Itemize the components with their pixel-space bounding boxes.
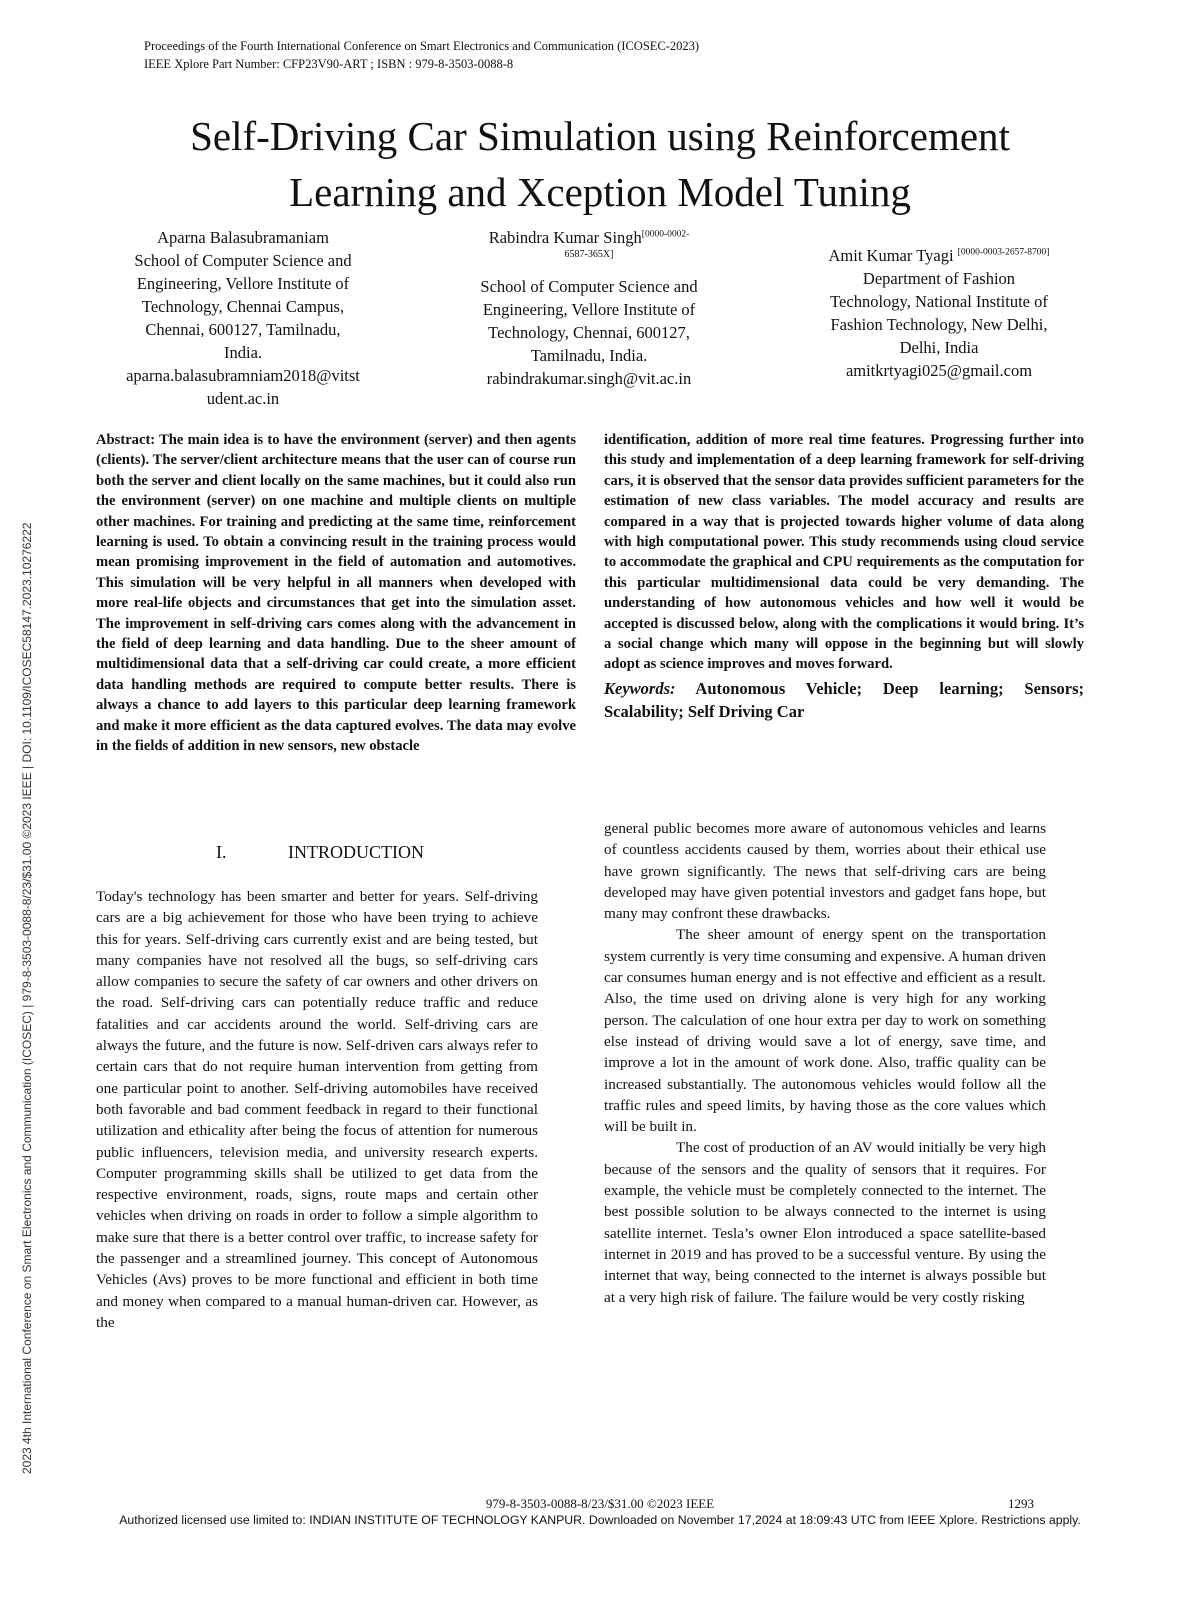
isbn-header: IEEE Xplore Part Number: CFP23V90-ART ; ISBN : 979-8-3503-0088-8: [144, 57, 514, 71]
author-email: rabindrakumar.singh@vit.ac.in: [486, 369, 692, 388]
doi-sidebar: 2023 4th International Conference on Smart Electronics and Communication (ICOSEC) | 979-8-3503-0088-8/23/$31.00 ©2023 IEEE | DOI: 10.1109/ICOSEC58147.2023.10276222: [20, 522, 34, 1474]
author-affiliation-line: Technology, Chennai, 600127,: [488, 323, 690, 342]
author-affiliation-line: Delhi, India: [899, 338, 979, 357]
author-affiliation-line: Technology, Chennai Campus,: [141, 297, 345, 316]
author-email: aparna.balasubramniam2018@vitst: [126, 366, 360, 385]
section-title: INTRODUCTION: [288, 842, 424, 862]
author-affiliation-line: India.: [223, 343, 263, 362]
abstract-continuation: identification, addition of more real time features. Progressing further into this study and implementation of a deep learning framework for self-driving cars, it is observed that the sensor data provides sufficient parameters for the estimation of new class variables. The model accuracy and results are compared in a way that is projected towards higher volume of data along with high computational power. This study recommends using cloud service to accommodate the graphical and CPU requirements as the computation for this particular multidimensional data could be very demanding. The understanding of how autonomous vehicles and how well it would be accepted is discussed below, along with the complications it would bring. It’s a social change which many will oppose in the beginning but will slowly adopt as science improves and moves forward.: [604, 432, 1084, 673]
page-number: 1293: [1008, 1496, 1034, 1511]
author-orcid: [0000-0002-: [641, 229, 690, 240]
title-line-2: Learning and Xception Model Tuning: [289, 169, 911, 215]
author-name-row: [784, 244, 1094, 267]
author-orcid: 6587-365X]: [564, 249, 614, 260]
paragraph: Today's technology has been smarter and better for years. Self-driving cars are a big achievement for those who have been trying to achieve this for years. Self-driving cars currently exist and are being tested, but many companies have not resolved all the bugs, so self-driving cars allow companies to secure the safety of car owners and other drivers on the road. Self-driving cars can potentially reduce traffic and reduce fatalities and car accidents around the world. Self-driving cars are always the future, and the future is now. Self-driven cars always refer to certain cars that do not require human intervention from getting from one particular point to another. Self-driving automobiles have received both favorable and bad comment feedback in regard to their functional utilization and ethicality after being the focus of attention for numerous public influencers, television media, and university research experts. Computer programming skills shall be utilized to get data from the respective environment, roads, signs, route maps and certain other vehicles when driving on roads in order to follow a simple algorithm to make sure that there is a better control over traffic, to increase safety for the passenger and a streamlined journey. This concept of Autonomous Vehicles (Avs) proves to be more functional and efficient in both time and money when compared to a manual human-driven car. However, as the: [96, 888, 538, 1331]
author-affiliation-line: Department of Fashion: [862, 269, 1016, 288]
body-left-column: [96, 886, 538, 1333]
author-email: amitkrtyagi025@gmail.com: [845, 361, 1033, 380]
paper-title: [60, 108, 1140, 220]
paragraph: general public becomes more aware of autonomous vehicles and learns of countless accidents caused by them, worries about their ethical use have grown significantly. The news that self-driving cars are being developed may have given potential investors and gadget fans hope, but many may confront these drawbacks.: [604, 820, 1046, 923]
abstract-left: Abstract: The main idea is to have the environment (server) and then agents (clients). The server/client architecture means that the user can of course run both the server and client locally on the same machines, but it could also run the environment (server) on one machine and multiple clients on multiple other machines. For training and predicting at the same time, reinforcement learning is used. To obtain a convincing result in the training process would mean promising improvement in the field of automation and automotives. This simulation will be very helpful in all manners when developed with more real-life objects and circumstances that get into the simulation asset. The improvement in self-driving cars comes along with the advancement in the field of deep learning and data handling. Due to the sheer amount of multidimensional data that a self-driving car could create, a more efficient data handling methods are required to compute better results. There is always a chance to add layers to this particular deep learning framework and make it more efficient as the data captured evolves. The data may evolve in the fields of addition in new sensors, new obstacle: [96, 432, 576, 755]
keywords-label: Keywords:: [604, 678, 676, 698]
conference-header: Proceedings of the Fourth International Conference on Smart Electronics and Communication (ICOSEC-2023): [144, 39, 700, 53]
author-affiliation-line: Fashion Technology, New Delhi,: [830, 315, 1048, 334]
author-affiliation-line: School of Computer Science and: [480, 277, 698, 296]
abstract-right: [604, 430, 1084, 723]
copyright-footer: 979-8-3503-0088-8/23/$31.00 ©2023 IEEE: [485, 1496, 715, 1511]
keywords-text: Autonomous Vehicle; Deep learning; Sensors; Scalability; Self Driving Car: [604, 678, 1084, 721]
author-affiliation-line: School of Computer Science and: [134, 251, 352, 270]
section-number: I.: [216, 842, 227, 862]
paragraph: The sheer amount of energy spent on the transportation system currently is very time consuming and expensive. A human driven car consumes human energy and is not effective and efficient as a result. Also, the time used on driving alone is very high for any working person. The calculation of one hour extra per day to work on something else instead of driving would save a lot of energy, save time, and improve a lot in the amount of work done. Also, traffic quality can be increased substantially. The autonomous vehicles would follow all the traffic rules and speed limits, by having those as the core values which will be built in.: [604, 926, 1046, 1136]
author-name: Aparna Balasubramaniam: [157, 228, 329, 247]
author-affiliation-line: Chennai, 600127, Tamilnadu,: [145, 320, 341, 339]
body-right-column: [604, 818, 1046, 1308]
keywords: [604, 677, 1084, 723]
paragraph: The cost of production of an AV would initially be very high because of the sensors and the quality of sensors that it requires. For example, the vehicle must be completely connected to the internet. The best possible solution to be always connected to the internet is using satellite internet. Tesla’s owner Elon introduced a space satellite-based internet in 2019 and has proved to be a successful venture. By using the internet that way, being connected to the internet is always possible but at a very high risk of failure. The failure would be very costly risking: [604, 1139, 1046, 1306]
author-affiliation-line: Engineering, Vellore Institute of: [136, 274, 350, 293]
author-block-2: [434, 226, 744, 390]
title-line-1: Self-Driving Car Simulation using Reinforcement: [190, 113, 1010, 159]
author-affiliation-line: Technology, National Institute of: [830, 292, 1048, 311]
author-block-1: [88, 226, 398, 410]
author-orcid: [0000-0003-2657-8700]: [957, 247, 1050, 258]
author-affiliation-line: Tamilnadu, India.: [530, 346, 648, 365]
author-name: Amit Kumar Tyagi: [828, 246, 954, 265]
author-block-3: [784, 244, 1094, 382]
author-affiliation-line: Engineering, Vellore Institute of: [482, 300, 696, 319]
author-name-row: [434, 226, 744, 249]
author-name: Rabindra Kumar Singh: [488, 228, 642, 247]
author-email: udent.ac.in: [206, 389, 280, 408]
license-footer: Authorized licensed use limited to: INDIAN INSTITUTE OF TECHNOLOGY KANPUR. Downloaded on November 17,2024 at 18:09:43 UTC from IEEE Xplore. Restrictions apply.: [119, 1513, 1081, 1527]
